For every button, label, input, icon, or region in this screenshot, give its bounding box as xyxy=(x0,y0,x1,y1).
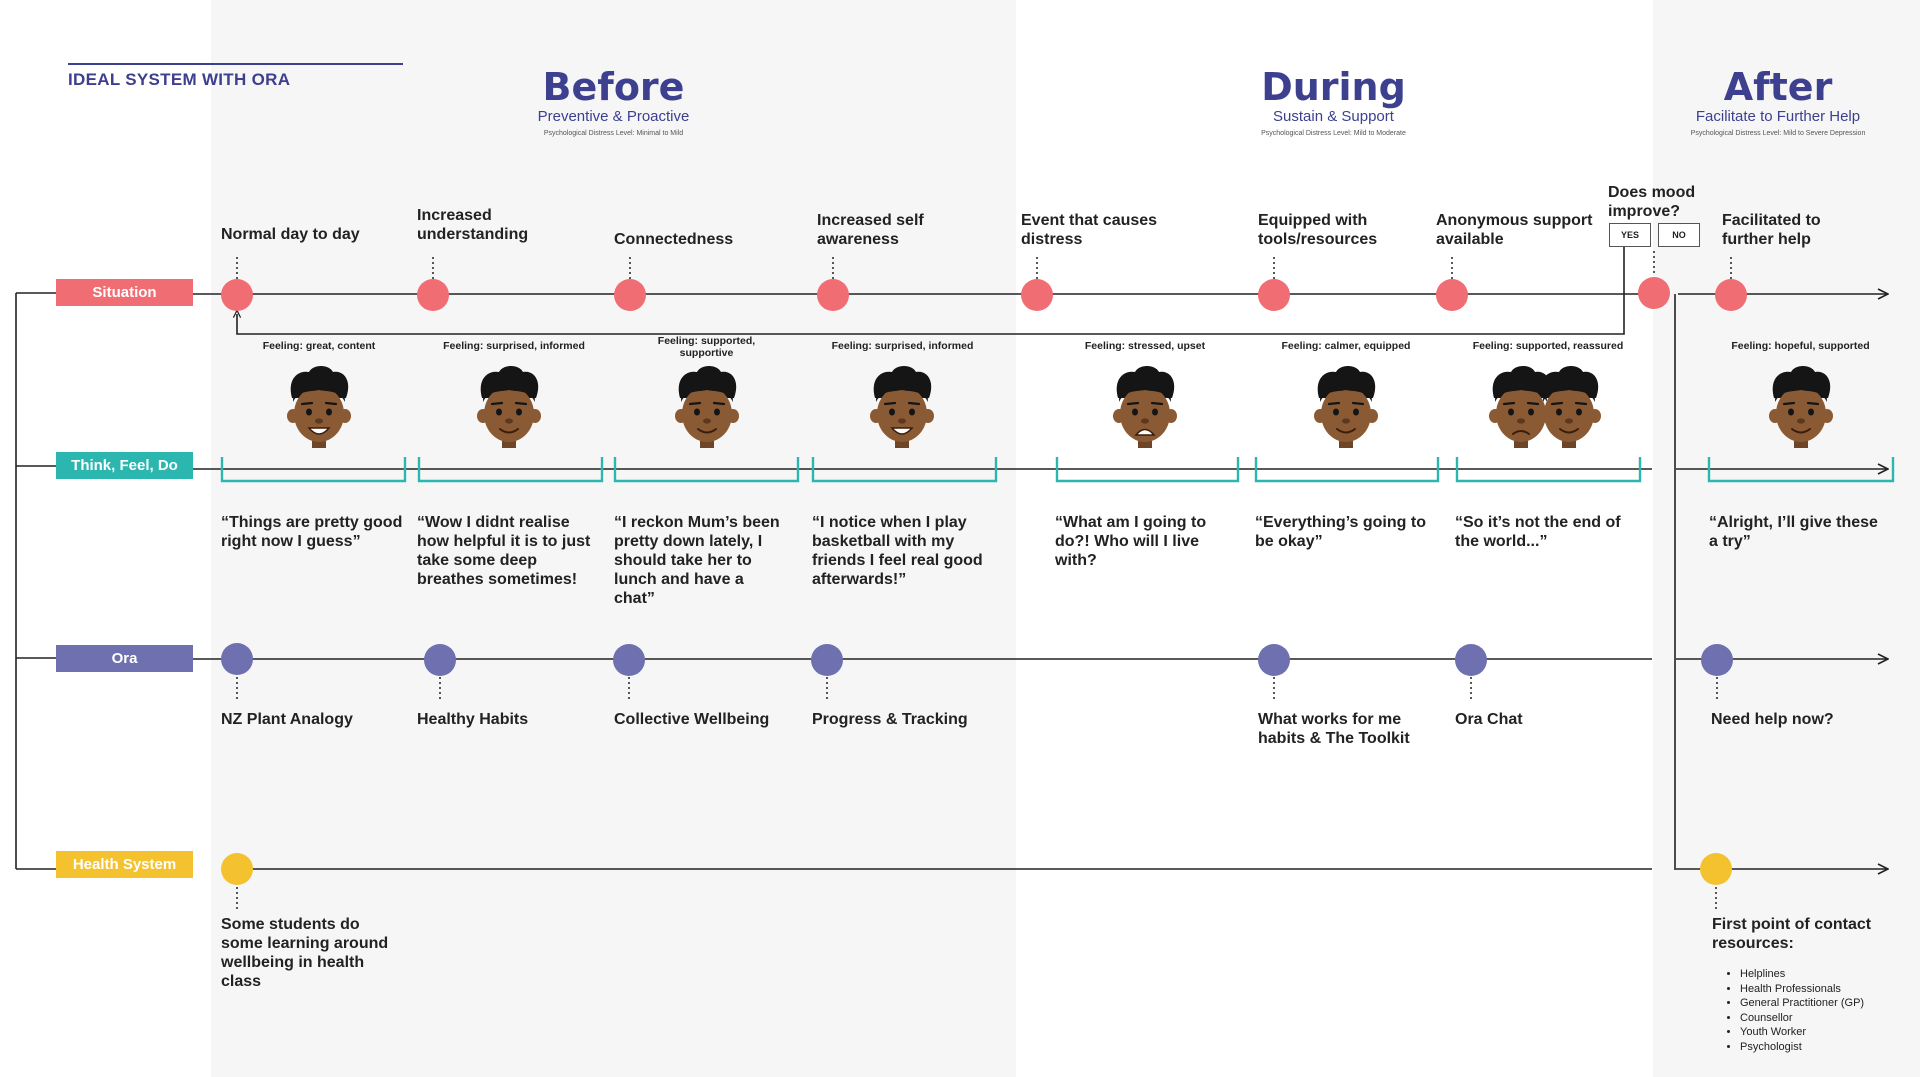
face-smile-icon xyxy=(1314,366,1378,448)
health-before-text: Some students do some learning around wellbeing in health class xyxy=(221,916,389,990)
face-happy-icon xyxy=(870,366,934,448)
feeling-label: Feeling: great, content xyxy=(262,340,376,352)
decision-question: Does mood improve? xyxy=(1608,184,1696,220)
phase-title: During xyxy=(1261,65,1406,109)
ora-feature-label: Need help now? xyxy=(1711,711,1834,728)
face-sad-icon xyxy=(1489,366,1553,448)
phase-detail: Psychological Distress Level: Mild to Moderate xyxy=(1261,130,1406,137)
situation-label: Anonymous support available xyxy=(1436,212,1593,248)
feeling-label: Feeling: supported, reassured xyxy=(1472,340,1624,352)
ora-feature-label: Progress & Tracking xyxy=(812,711,968,728)
face-happy-icon xyxy=(287,366,351,448)
phase-subtitle: Facilitate to Further Help xyxy=(1695,108,1861,125)
ora-feature-label: NZ Plant Analogy xyxy=(221,711,353,728)
phase-subtitle: Sustain & Support xyxy=(1273,108,1394,125)
feeling-label: Feeling: calmer, equipped xyxy=(1281,340,1411,352)
resource-item: • Counsellor xyxy=(1740,1011,1912,1026)
situation-label: Facilitated to further help xyxy=(1722,212,1821,248)
resource-item: • General Practitioner (GP) xyxy=(1740,996,1912,1011)
feeling-label: Feeling: hopeful, supported xyxy=(1731,340,1870,352)
ora-feature-label: What works for me habits & The Toolkit xyxy=(1258,711,1410,747)
quote-text: “Things are pretty good right now I guess” xyxy=(221,514,403,550)
ora-feature-label: Ora Chat xyxy=(1455,711,1523,728)
health-after-title: First point of contact resources: xyxy=(1712,916,1872,952)
resource-item: • Health Professionals xyxy=(1740,982,1912,997)
quote-text: “Everything’s going to be okay” xyxy=(1255,514,1426,550)
row-label-situation: Situation xyxy=(56,279,193,306)
phase-subtitle: Preventive & Proactive xyxy=(537,108,690,125)
quote-text: “What am I going to do?! Who will I live with? xyxy=(1055,514,1207,569)
row-label-health-system: Health System xyxy=(56,851,193,878)
face-smile-icon xyxy=(675,366,739,448)
phase-detail: Psychological Distress Level: Minimal to Mild xyxy=(543,130,684,137)
quote-text: “So it’s not the end of the world...” xyxy=(1455,514,1621,550)
situation-label: Equipped with tools/resources xyxy=(1258,212,1378,248)
feeling-label: Feeling: surprised, informed xyxy=(443,340,585,352)
feeling-label: Feeling: stressed, upset xyxy=(1084,340,1206,352)
resource-item: • Helplines xyxy=(1740,967,1912,982)
face-upset-icon xyxy=(1113,366,1177,448)
row-label-ora: Ora xyxy=(56,645,193,672)
feeling-label: Feeling: supported, supportive xyxy=(657,335,756,359)
phase-detail: Psychological Distress Level: Mild to Severe Depression xyxy=(1690,130,1866,137)
situation-label: Increased understanding xyxy=(417,207,529,243)
situation-label: Connectedness xyxy=(614,231,734,248)
ora-feature-label: Healthy Habits xyxy=(417,711,529,728)
resource-list xyxy=(1722,967,1912,1054)
face-smile-icon xyxy=(1537,366,1601,448)
resource-item: • Psychologist xyxy=(1740,1040,1912,1055)
quote-text: “I reckon Mum’s been pretty down lately, I should take her to lunch and have a chat” xyxy=(614,514,780,607)
situation-label: Increased self awareness xyxy=(817,212,924,248)
quote-text: “I notice when I play basketball with my friends I feel real good afterwards!” xyxy=(812,514,983,588)
face-smile-icon xyxy=(1769,366,1833,448)
resource-item: • Youth Worker xyxy=(1740,1025,1912,1040)
ora-feature-label: Collective Wellbeing xyxy=(614,711,770,728)
face-smile-icon xyxy=(477,366,541,448)
page-title: IDEAL SYSTEM WITH ORA xyxy=(68,70,291,89)
phase-title: After xyxy=(1723,65,1833,109)
situation-label: Event that causes distress xyxy=(1021,212,1158,248)
no-button[interactable]: NO xyxy=(1658,223,1700,247)
row-label-think-feel-do: Think, Feel, Do xyxy=(56,452,193,479)
feeling-label: Feeling: surprised, informed xyxy=(831,340,974,352)
yes-button[interactable]: YES xyxy=(1609,223,1651,247)
situation-label: Normal day to day xyxy=(221,226,360,243)
quote-text: “Wow I didnt realise how helpful it is to just take some deep breathes sometimes! xyxy=(417,514,591,588)
quote-text: “Alright, I’ll give these a try” xyxy=(1709,514,1878,550)
phase-title: Before xyxy=(542,65,685,109)
